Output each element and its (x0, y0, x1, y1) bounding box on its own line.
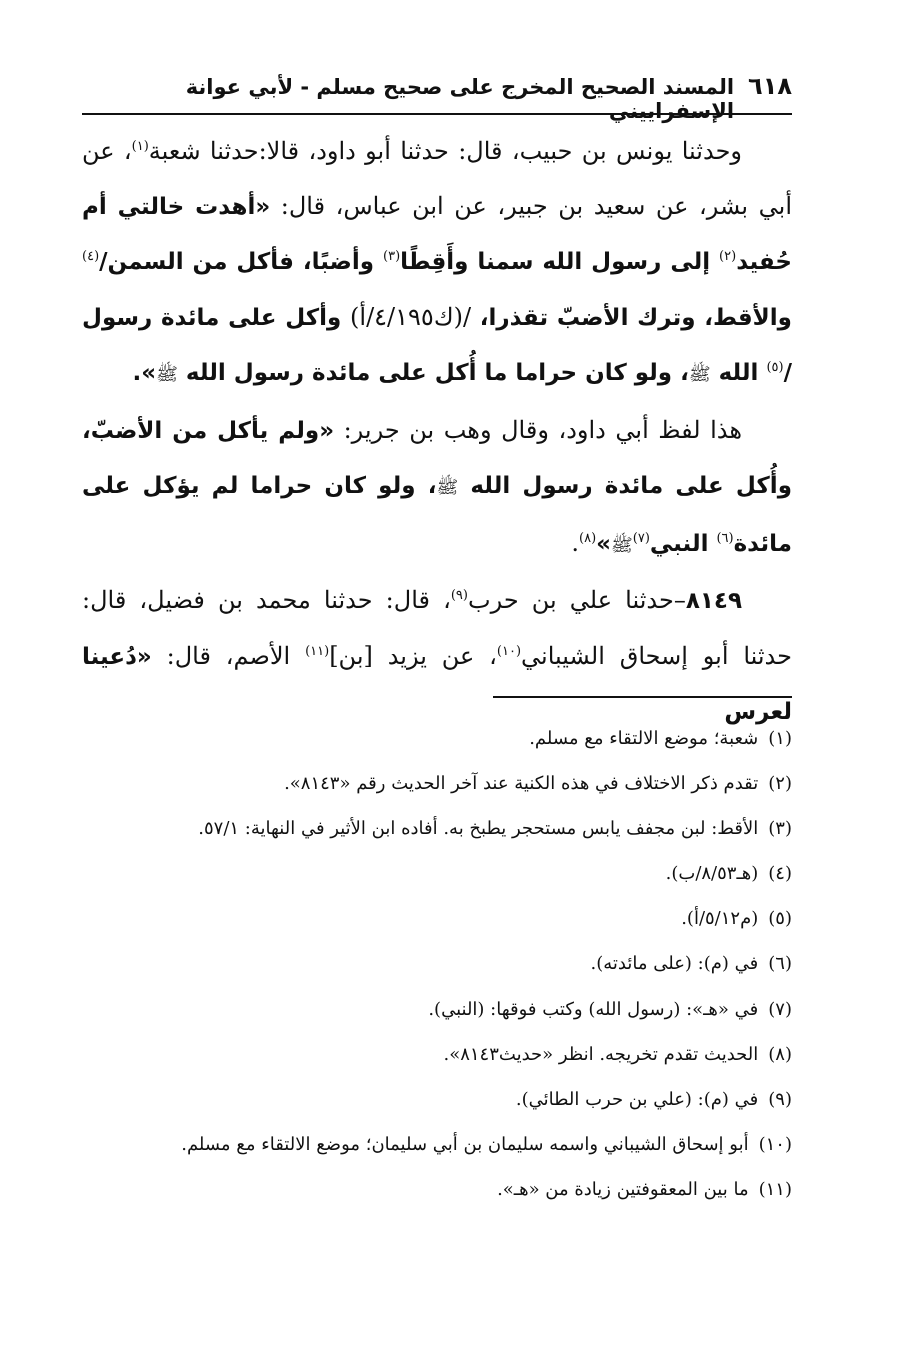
footnote-item (90, 1122, 792, 1167)
footnote-ref: (٩) (450, 588, 468, 603)
footnote-text: أبو إسحاق الشيباني واسمه سليمان بن أبي سليمان؛ موضع الالتقاء مع مسلم. (181, 1133, 749, 1155)
quote-bold: ، ولو كان حراما لم يؤكل على مائدة (82, 473, 792, 557)
book-title: المسند الصحيح المخرج على صحيح مسلم - لأبي عوانة الإسفراييني (185, 75, 735, 123)
footnote-number: (٢) (768, 773, 792, 795)
text-run: هذا لفظ أبي داود، وقال وهب بن جرير: (334, 415, 742, 444)
footnote-text: شعبة؛ موضع الالتقاء مع مسلم. (529, 728, 759, 749)
footnote-ref: (٣) (383, 249, 401, 264)
footnote-number: (٦) (768, 953, 792, 975)
footnote-item (90, 806, 792, 851)
footnote-item (90, 851, 792, 896)
footnote-number: (٥) (768, 908, 792, 930)
text-run: . (571, 528, 579, 557)
hadith-number: ٨١٤٩ (685, 588, 742, 614)
footnote-item (90, 896, 792, 941)
footnote-number: (٧) (768, 998, 792, 1020)
footnote-number: (١١) (758, 1178, 792, 1200)
quote-bold: » (596, 530, 611, 557)
footnote-text: في (م): (علي بن حرب الطائي). (515, 1088, 759, 1110)
footnote-separator (493, 696, 792, 698)
footnote-item (90, 1077, 792, 1122)
footnote-text: (هـ٨/٥٣/ب). (665, 863, 759, 885)
quote-bold: إلى رسول الله سمنا وأَقِطًا (400, 249, 720, 275)
footnote-item (90, 987, 792, 1032)
footnote-number: (١٠) (758, 1133, 792, 1155)
footnote-ref: (٦) (716, 530, 734, 546)
quote-bold: الله (710, 360, 767, 386)
footnotes (90, 716, 792, 1212)
header-rule (82, 113, 792, 115)
salutation-glyph: ﷺ (688, 364, 711, 385)
paragraph-1 (82, 124, 792, 403)
footnote-ref: (٤) (82, 249, 100, 264)
quote-bold: ». (132, 360, 157, 386)
salutation-glyph: ﷺ (611, 534, 633, 556)
text-run: ، عن يزيد [بن] (329, 641, 497, 670)
footnote-number: (٩) (768, 1088, 792, 1110)
page-number: ٦١٨ (748, 72, 792, 100)
footnote-item (90, 761, 792, 806)
salutation-glyph: ﷺ (156, 364, 178, 385)
quote-bold: «أهدت خالتي أم حُفيد (82, 193, 792, 275)
paragraph-2 (82, 403, 792, 574)
paragraph-3 (82, 573, 792, 740)
footnote-ref: (١١) (305, 643, 330, 659)
text-run: ، عن أبي بشر، عن سعيد بن جبير، عن ابن عباس، قال: (82, 137, 792, 220)
footnote-ref: (٨) (579, 530, 597, 546)
quote-bold: وأكل على مائدة رسول / (82, 304, 792, 386)
quote-bold: ، ولو كان حراما ما أُكل على مائدة رسول الله (177, 360, 689, 386)
footnote-ref: (١٠) (496, 643, 522, 659)
manuscript-marker: /(ك٤/١٩٥/أ) (350, 302, 472, 331)
footnote-text: في (م): (على مائدته). (590, 953, 759, 975)
quote-bold: والأقط، وترك الأضبّ تقذرا، (471, 304, 792, 331)
footnote-ref: (٥) (766, 360, 784, 375)
footnote-ref: (٢) (719, 249, 737, 264)
quote-bold: «ولم يأكل من الأضبّ، وأُكل على مائدة رسول الله (82, 417, 792, 499)
footnote-number: (٨) (768, 1043, 792, 1065)
footnote-text: تقدم ذكر الاختلاف في هذه الكنية عند آخر الحديث رقم «٨١٤٣». (284, 773, 759, 795)
quote-bold: النبي (649, 530, 717, 557)
footnote-item (90, 716, 792, 761)
main-text (82, 124, 792, 740)
footnote-item (90, 1167, 792, 1212)
footnote-number: (٤) (768, 863, 792, 885)
footnote-text: في «هـ»: (رسول الله) وكتب فوقها: (النبي). (428, 998, 759, 1020)
text-run: وحدثنا يونس بن حبيب، قال: حدثنا أبو داود، قالا:حدثنا شعبة (148, 137, 742, 165)
text-run: ، قال: حدثنا محمد بن فضيل، قال: حدثنا أبو إسحاق الشيباني (82, 586, 792, 670)
quote-bold: وأضبًا، فأكل من السمن/ (99, 249, 384, 275)
footnote-text: ما بين المعقوفتين زيادة من «هـ». (497, 1178, 749, 1200)
footnote-text: الأقط: لبن مجفف يابس مستحجر يطبخ به. أفاده ابن الأثير في النهاية: ٥٧/١. (198, 818, 759, 840)
text-run: الأصم، قال: (151, 641, 306, 670)
footnote-item (90, 1032, 792, 1077)
footnote-ref: (٧) (632, 530, 650, 546)
footnote-text: (م٥/١٢/أ). (681, 908, 759, 930)
salutation-glyph: ﷺ (436, 477, 459, 498)
footnote-number: (١) (768, 728, 792, 749)
footnote-ref: (١) (131, 139, 149, 154)
text-run: –حدثنا علي بن حرب (467, 586, 686, 614)
footnote-text: الحديث تقدم تخريجه. انظر «حديث٨١٤٣». (443, 1043, 759, 1065)
footnote-number: (٣) (768, 818, 792, 840)
quote-bold: «دُعينا لعرس (82, 643, 792, 725)
footnote-item (90, 941, 792, 986)
running-header (82, 72, 792, 123)
